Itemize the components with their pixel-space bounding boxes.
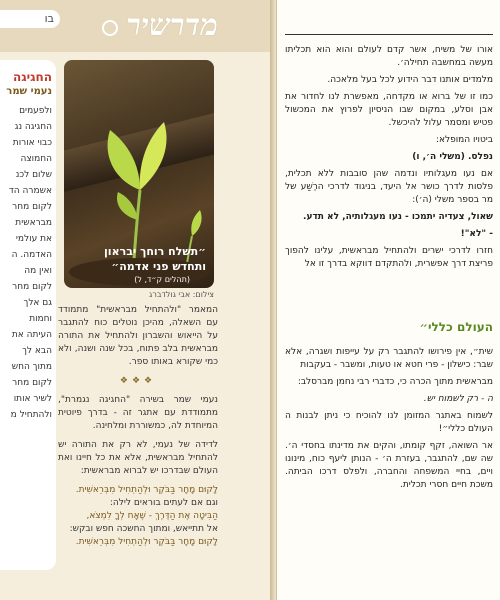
margin-line: העיתה את — [11, 330, 52, 340]
paragraph: ה - רק לשמוח יש. — [423, 394, 493, 404]
photo-caption-ref: (תהלים ק״ד, ל) — [134, 275, 190, 284]
verse-line: לָקוּם מָחָר בַּבֹּקֶר וּלְהַתְחִיל מִבְּרֵאשִׁית. — [75, 485, 218, 495]
margin-line: לקום מחר — [12, 378, 52, 388]
paragraph: נפלס. (משלי ה׳, ו) — [412, 152, 493, 162]
paragraph: לדידה של נעמי, לא רק את התורה יש להתחיל מבראשית, אלא את כל חיינו ואת העולם שבדרכו יש לברוא מבראשית: — [58, 440, 218, 476]
ornament-icon — [102, 20, 118, 36]
section-heading: העולם כללי״ — [419, 320, 493, 334]
margin-line: ולפעמים — [19, 106, 52, 116]
margin-line: האדמה. ה — [11, 250, 52, 260]
margin-lines — [0, 103, 56, 423]
paragraph: חזרו לדרכי ישרים ולהתחיל מבראשית, עלינו להפוך פריצת דרך אפשרית, ולהתקדם דווקא בדרך זו אל — [285, 246, 493, 269]
margin-line: הבא לך — [22, 346, 52, 356]
seedling-photo — [64, 60, 214, 288]
paragraph: שאול, צעדיה יתמכו - נעו מעגלותיה, לא תדע. — [303, 212, 493, 222]
main-column — [58, 304, 218, 549]
margin-line: אשמרה הד — [8, 186, 52, 196]
verse-line: אל תתייאש, ומתוך החשכה חפש ובקש: — [69, 524, 218, 534]
paragraph: מבראשית מתוך הכרה כי, כדברי רבי נחמן מברסלב: — [297, 377, 493, 387]
margin-line: לשיר אותו — [13, 394, 52, 404]
photo-credit: צילום: אבי גולדברג — [149, 290, 214, 299]
margin-column — [0, 60, 56, 570]
page-title: מדרשיר — [126, 8, 218, 43]
verse-line: לָקוּם מָחָר בַּבֹּקֶר וּלְהַתְחִיל מִבְּרֵאשִׁית. — [75, 537, 218, 547]
divider: ❖❖❖ — [119, 376, 157, 386]
margin-subheading: נעמי שמר — [6, 86, 52, 97]
margin-line: כבוי אורות — [12, 138, 52, 148]
margin-line: מתוך החש — [11, 362, 52, 372]
section-tab: בו — [0, 10, 60, 28]
paragraph: אר השואה, זקף קומתו, והקים את מדינתו בחסדי ה׳. שה שם, להתגבר, בעזרת ה׳ - הנותן ליעף כוח, מינונו ויים, בחיי המשפחה והחברה, ולפלס דרכו הביתה. משכת חיים חסרי תכלית. — [285, 441, 493, 490]
paragraph: אם נעו מעגלותיו ונדמה שהן סובבות ללא תכלית, פלסות לדרך כושר אל היעד, בניגוד לדרכי הרֶשַׁע של מר בספר משלי (ה׳): — [285, 169, 493, 205]
top-rule — [285, 34, 493, 35]
margin-line: החמוצה — [20, 154, 52, 164]
paragraph: אורו של משיח, אשר קדם לעולם והוא הוא תכליתו מעשה במחשבה תחילה׳. — [285, 45, 493, 68]
verse-line: הַבִּיטָה אֶת הַדֶּרֶךְ - שֶׁאָח לְךָ לִמְצֹא, — [86, 511, 218, 521]
verse-line: וגם אם לעתים בוראים לילה: — [109, 498, 218, 508]
margin-line: ואין מה — [24, 266, 52, 276]
paragraph: שית״, אין פירושו להתגבר רק על עייפות ושגרה, אלא שבר: כישלון - פרי חטא או טעות, ומשבר - בעקבות — [285, 347, 493, 370]
paragraph: - "לא"! — [460, 229, 493, 239]
paragraph: לשמוח באתגר המזומן לנו להוכיח כי ניתן לבנות ה העולם כללי״! — [285, 411, 493, 434]
paragraph: נעמי שמר בשירה "החגיגה נגמרת", מתמודדת עם אתגר זה - בדרך פיוטית המיוחדת לה, כמשוררת ומלחינה. — [58, 395, 218, 431]
margin-line: גם אלך — [23, 298, 52, 308]
margin-line: שלום לכנ — [15, 170, 52, 180]
margin-line: החגיגה נג — [14, 122, 52, 132]
photo-caption: ״תשלח רוחך יבראון ותחדש פני אדמה״ — [104, 245, 206, 273]
margin-heading: החגיגה — [13, 70, 52, 84]
right-text — [285, 44, 493, 275]
right-page — [276, 0, 500, 600]
paragraph: ביטויו המופלא: — [435, 135, 493, 145]
paragraph: מלמדים אותנו דבר הידוע לכל בעל מלאכה. — [327, 75, 493, 85]
margin-line: לקום מחר — [12, 282, 52, 292]
margin-line: מבראשית — [15, 218, 52, 228]
margin-line: לקום מחר — [12, 202, 52, 212]
right-text-2 — [285, 346, 493, 496]
paragraph: המאמר "ולהתחיל מבראשית" מתמודד עם השאלה, מהיכן נוטלים כוח להתגבר על הייאוש והשברון ולהתחיל את התורה מבראשית בלב פתוח, בכל שנה ושנה, ולא כמי שקורא באותו ספר. — [58, 305, 218, 367]
margin-line: וחמות — [29, 314, 52, 324]
paragraph: כמו זו של ברוא או מקדחה, מאפשרת לנו לחדור את אבן וסלע, במקום שבו הניסיון לפרוץ את המכשול פטיש ומסמר עלול להיכשל. — [285, 92, 493, 128]
margin-line: ולהתחיל מ — [10, 410, 52, 420]
margin-line: את עולמי — [15, 234, 52, 244]
